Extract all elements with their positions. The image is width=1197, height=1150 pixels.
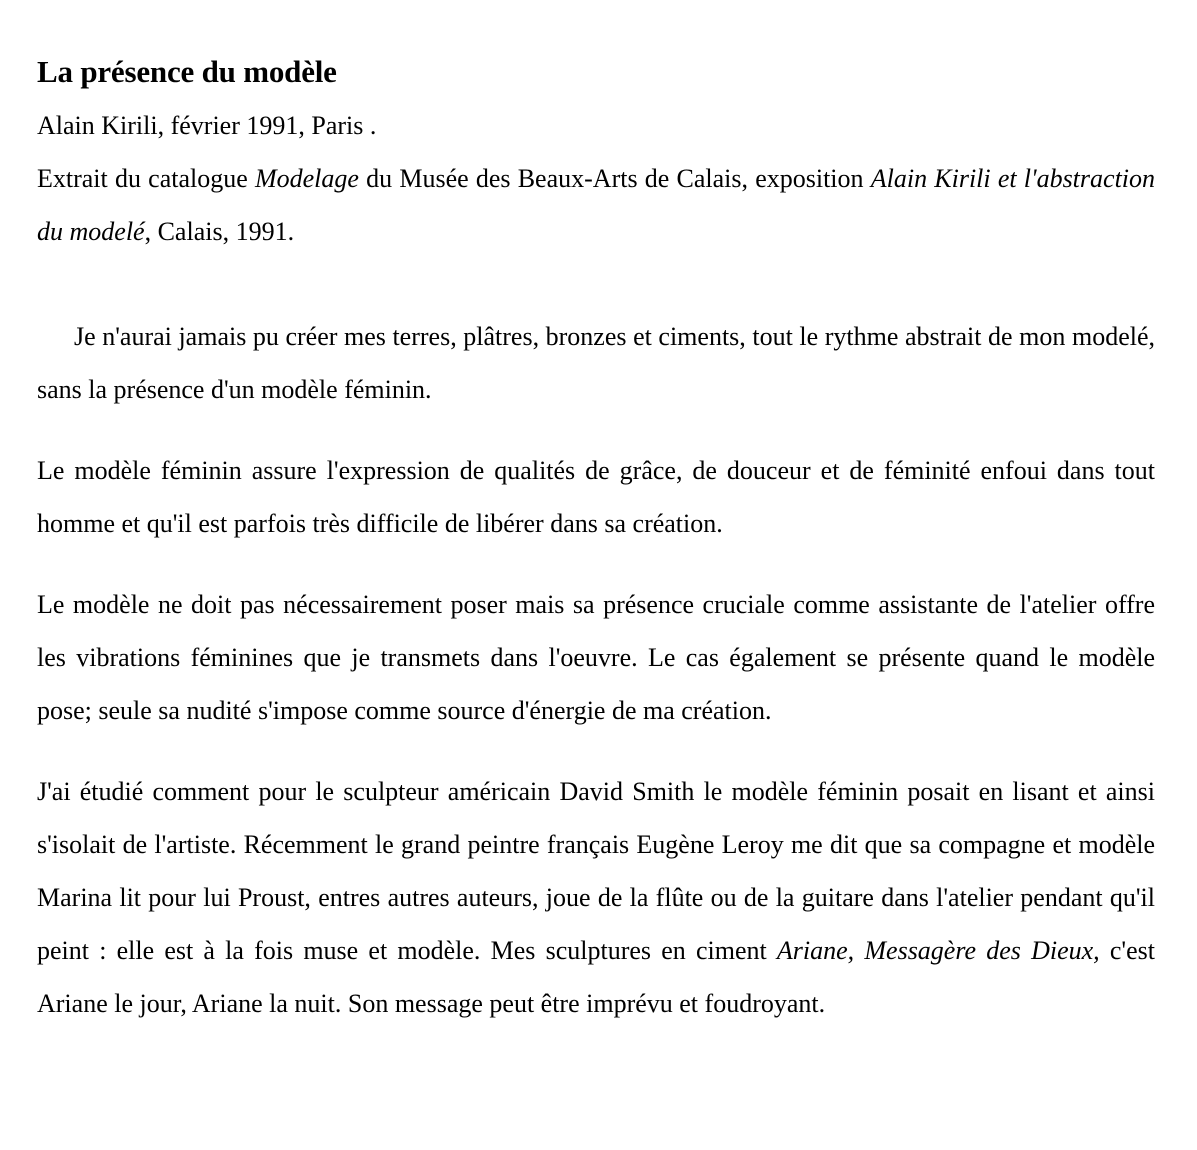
exhibition-title: Alain Kirili et l'abstraction du modelé (37, 164, 1156, 246)
page-title: La présence du modèle (37, 54, 337, 89)
source-middle: du Musée des Beaux-Arts de Calais, exposition (358, 164, 871, 193)
paragraph-4 (37, 765, 1155, 1030)
paragraph-2: Le modèle féminin assure l'expression de qualités de grâce, de douceur et de féminité enfoui dans tout homme et qu'il est parfois très difficile de libérer dans sa création. (37, 456, 1155, 538)
sculpture-title: Ariane, Messagère des Dieux, (776, 936, 1100, 965)
source-suffix: , Calais, 1991. (144, 217, 295, 246)
paragraph-1: Je n'aurai jamais pu créer mes terres, plâtres, bronzes et ciments, tout le rythme abstrait de mon modelé, sans la présence d'un modèle féminin. (37, 322, 1155, 404)
paragraph-4-part-1: J'ai étudié comment pour le sculpteur américain David Smith le modèle féminin posait en lisant et ainsi s'isolait de l'artiste. Récemment le grand peintre français Eugène Leroy me dit que sa compagne et modèle Marina lit pour lui Proust, entres autres auteurs, joue de la flûte ou de la guitare dans l'atelier pendant qu'il peint : elle est à la fois muse et modèle. Mes sculptures en ciment (37, 777, 1155, 965)
paragraph-3: Le modèle ne doit pas nécessairement poser mais sa présence cruciale comme assistante de l'atelier offre les vibrations féminines que je transmets dans l'oeuvre. Le cas également se présente quand le modèle pose; seule sa nudité s'impose comme source d'énergie de ma création. (37, 590, 1155, 725)
catalogue-title: Modelage (254, 164, 359, 193)
author-line: Alain Kirili, février 1991, Paris . (37, 111, 377, 140)
source-prefix: Extrait du catalogue (37, 164, 255, 193)
source-line (37, 152, 1155, 258)
paragraph-4-part-2: c'est Ariane le jour, Ariane la nuit. Son message peut être imprévu et foudroyant. (37, 936, 1155, 1018)
